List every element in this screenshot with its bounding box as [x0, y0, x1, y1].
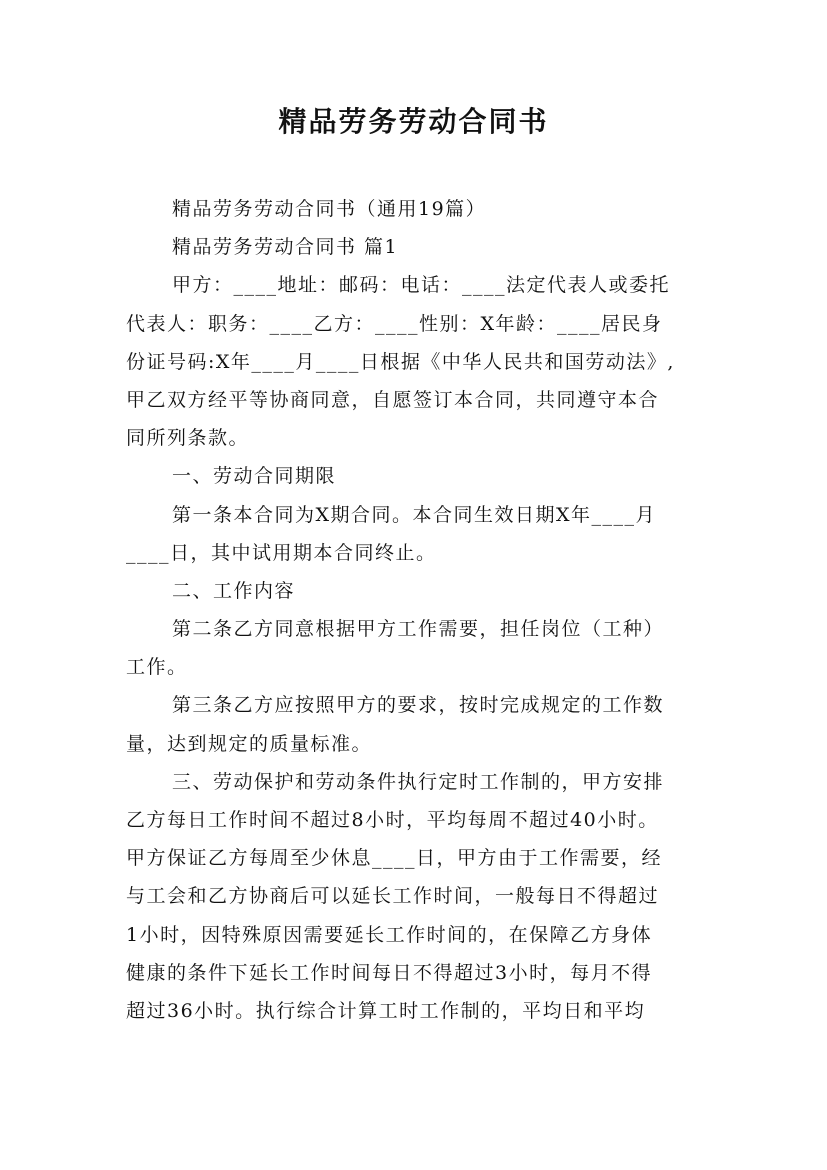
text-line: 精品劳务劳动合同书 篇1	[172, 236, 399, 259]
text-line: 第一条本合同为X期合同。本合同生效日期X年____月	[172, 503, 657, 526]
text-line: 同所列条款。	[126, 427, 250, 450]
text-line: 第二条乙方同意根据甲方工作需要，担任岗位（工种）	[172, 618, 665, 641]
text-line: 代表人：职务：____乙方：____性别：X年龄：____居民身	[126, 312, 663, 335]
text-line: 精品劳务劳动合同书（通用19篇）	[172, 198, 487, 220]
text-line: 甲方保证乙方每周至少休息____日，甲方由于工作需要，经	[126, 847, 663, 870]
text-line: ____日，其中试用期本合同终止。	[126, 541, 437, 564]
text-line: 甲乙双方经平等协商同意，自愿签订本合同，共同遵守本合	[126, 388, 660, 411]
text-line: 份证号码:X年____月____日根据《中华人民共和国劳动法》,	[126, 350, 675, 373]
text-line: 量，达到规定的质量标准。	[126, 732, 373, 755]
text-line: 健康的条件下延长工作时间每日不得超过3小时，每月不得	[126, 961, 653, 984]
text-line: 工作。	[126, 656, 188, 679]
text-line: 乙方每日工作时间不超过8小时，平均每周不超过40小时。	[126, 809, 659, 831]
text-line: 二、工作内容	[172, 579, 296, 602]
text-line: 超过36小时。执行综合计算工时工作制的，平均日和平均	[126, 999, 646, 1022]
document-body	[126, 190, 726, 1030]
text-line: 三、劳动保护和劳动条件执行定时工作制的，甲方安排	[172, 770, 665, 793]
text-line: 一、劳动合同期限	[172, 465, 337, 488]
text-line: 甲方：____地址：邮码：电话：____法定代表人或委托	[172, 274, 671, 297]
text-line: 第三条乙方应按照甲方的要求，按时完成规定的工作数	[172, 694, 665, 717]
text-line: 与工会和乙方协商后可以延长工作时间，一般每日不得超过	[126, 885, 660, 908]
document-title: 精品劳务劳动合同书	[278, 105, 549, 138]
text-line: 1小时，因特殊原因需要延长工作时间的，在保障乙方身体	[126, 923, 653, 946]
